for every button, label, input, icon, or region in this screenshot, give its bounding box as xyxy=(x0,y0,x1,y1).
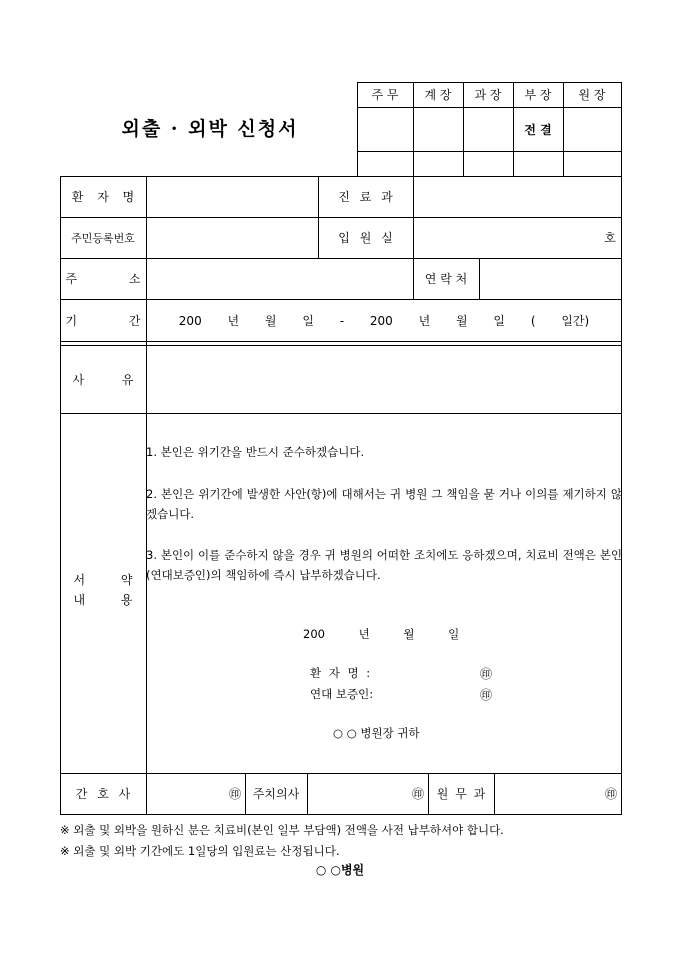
approval-header-1: 주 무 xyxy=(371,88,399,102)
label-nurse: 간 호 사 xyxy=(75,787,131,801)
patient-name-field[interactable] xyxy=(147,177,317,216)
addressee: ○ ○ 병원장 귀하 xyxy=(333,726,420,740)
label-resident-id: 주민등록번호 xyxy=(71,231,135,245)
label-pledge xyxy=(60,560,146,620)
department-field[interactable] xyxy=(414,177,620,216)
guarantor-sign-label: 연대 보증인: xyxy=(310,687,374,701)
resident-id-field[interactable] xyxy=(147,218,317,257)
pledge-item-1: 1. 본인은 위기간을 반드시 준수하겠습니다. xyxy=(146,445,365,459)
address-field[interactable] xyxy=(147,259,412,298)
patient-sign-label: 환 자 명 : xyxy=(310,666,371,680)
label-reason: 사 유 xyxy=(72,372,134,387)
patient-seal: ㊞ xyxy=(480,667,493,681)
approval-header-3: 과 장 xyxy=(474,88,502,102)
note-2: ※ 외출 및 외박 기간에도 1일당의 입원료는 산정됩니다. xyxy=(60,844,340,858)
pledge-item-3: 3. 본인이 이를 준수하지 않을 경우 귀 병원의 어떠한 조치에도 응하겠으며, 치료비 전액은 본인(연대보증인)의 책임하에 즉시 납부하겠습니다. xyxy=(146,548,622,582)
ward-field[interactable] xyxy=(414,218,620,257)
footer-hospital: ○ ○병원 xyxy=(315,862,365,877)
label-address: 주 소 xyxy=(65,272,141,286)
form-title: 외출 · 외박 신청서 xyxy=(121,117,299,140)
pledge-date: 200 년 월 일 xyxy=(303,627,460,641)
approval-note: 전 결 xyxy=(524,122,552,137)
label-period: 기 간 xyxy=(65,313,141,328)
label-admin: 원 무 과 xyxy=(436,787,486,801)
admin-seal: ㊞ xyxy=(604,787,617,801)
label-department: 진 료 과 xyxy=(338,190,393,204)
label-patient-name: 환 자 명 xyxy=(71,190,135,204)
approval-header-5: 원 장 xyxy=(578,88,606,102)
period-value: 200 년 월 일 - 200 년 월 일 ( 일간) xyxy=(178,313,590,328)
label-doctor: 주치의사 xyxy=(252,787,300,801)
label-pledge-text: 서 약 내 용 xyxy=(73,573,133,607)
reason-field[interactable] xyxy=(147,346,621,412)
doctor-seal: ㊞ xyxy=(411,787,424,801)
approval-header-4: 부 장 xyxy=(524,88,552,102)
period-field[interactable] xyxy=(147,300,621,340)
pledge-item-2: 2. 본인은 위기간에 발생한 사안(항)에 대해서는 귀 병원 그 책임을 묻 거나 이의를 제기하지 않겠습니다. xyxy=(146,487,622,521)
contact-field[interactable] xyxy=(480,259,620,298)
ward-suffix: 호 xyxy=(604,231,616,245)
label-ward: 입 원 실 xyxy=(338,231,393,245)
approval-header-2: 계 장 xyxy=(424,88,452,102)
note-1: ※ 외출 및 외박을 원하신 분은 치료비(본인 일부 부담액) 전액을 사전 납부하셔야 합니다. xyxy=(60,823,504,837)
guarantor-seal: ㊞ xyxy=(480,688,493,702)
label-contact: 연 락 처 xyxy=(424,272,468,286)
nurse-seal: ㊞ xyxy=(228,787,241,801)
